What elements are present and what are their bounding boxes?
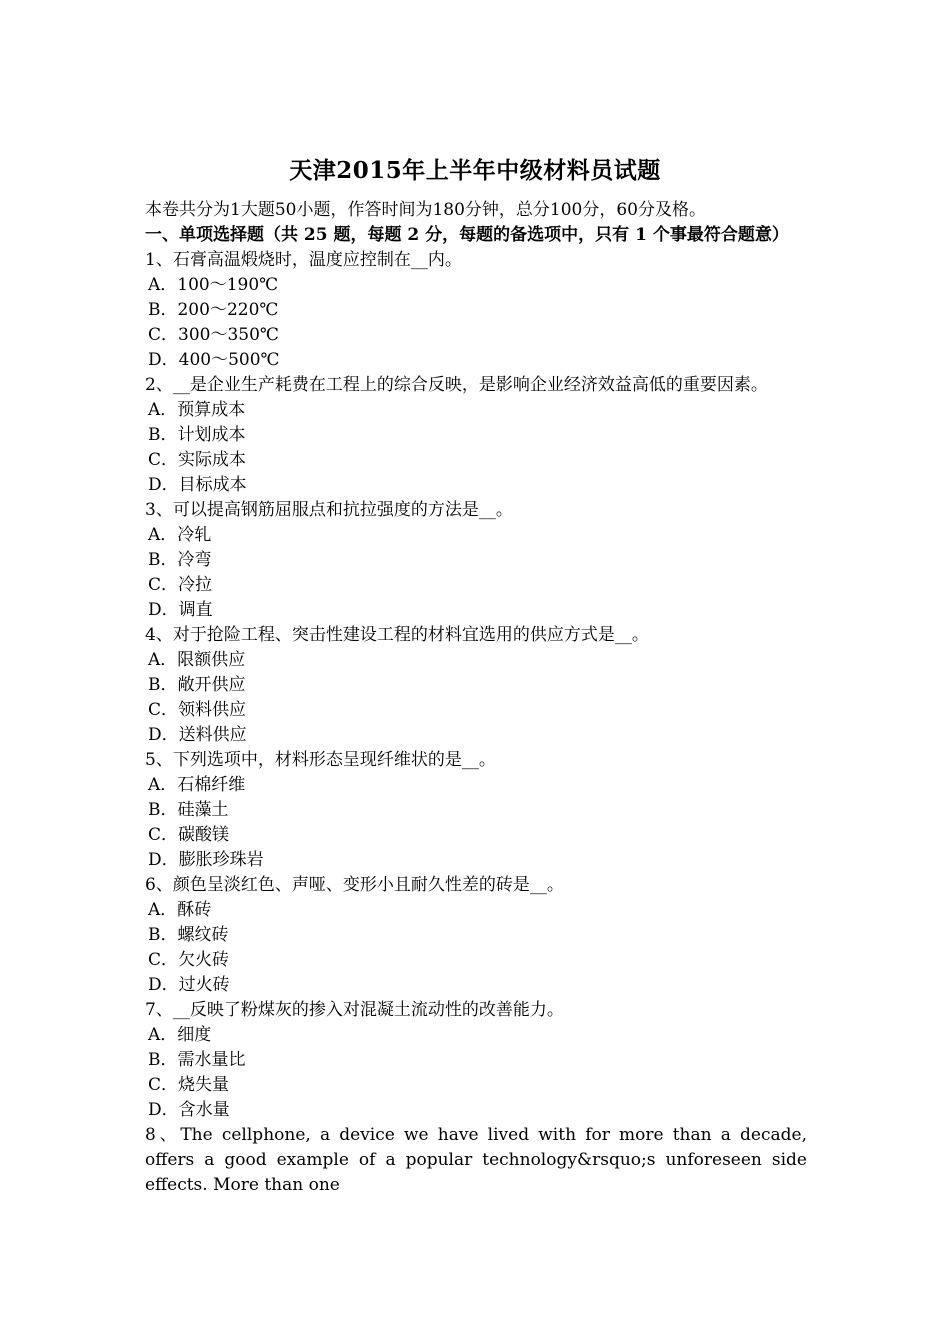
option-b: B．冷弯 [148, 550, 212, 570]
option-d: D．膨胀珍珠岩 [148, 850, 264, 870]
option-c: C．烧失量 [148, 1075, 230, 1095]
option-d: D．目标成本 [148, 475, 247, 495]
option-d: D．400～500℃ [148, 350, 280, 370]
question-stem: 3、可以提高钢筋屈服点和抗拉强度的方法是__。 [145, 500, 513, 520]
question-4 [145, 623, 807, 748]
option-a: A．冷轧 [148, 525, 212, 545]
question-8 [145, 1123, 807, 1198]
document-body [145, 198, 807, 1198]
option-d: D．过火砖 [148, 975, 230, 995]
exam-intro: 本卷共分为1大题50小题，作答时间为180分钟，总分100分，60分及格。 [145, 200, 706, 220]
option-a: A．100～190℃ [148, 275, 279, 295]
option-b: B．螺纹砖 [148, 925, 229, 945]
option-a: A．酥砖 [148, 900, 212, 920]
question-3 [145, 498, 807, 623]
question-stem: 6、颜色呈淡红色、声哑、变形小且耐久性差的砖是__。 [145, 875, 564, 895]
option-c: C．冷拉 [148, 575, 213, 595]
question-stem: 4、对于抢险工程、突击性建设工程的材料宜选用的供应方式是__。 [145, 625, 649, 645]
question-stem: 2、__是企业生产耗费在工程上的综合反映，是影响企业经济效益高低的重要因素。 [145, 375, 768, 395]
question-stem: 7、__反映了粉煤灰的掺入对混凝土流动性的改善能力。 [145, 1000, 564, 1020]
option-b: B．需水量比 [148, 1050, 246, 1070]
option-d: D．含水量 [148, 1100, 230, 1120]
option-c: C．300～350℃ [148, 325, 279, 345]
question-6 [145, 873, 807, 998]
question-7 [145, 998, 807, 1123]
question-stem: 8、The cellphone, a device we have lived with for more than a decade, offers a good example of a popular technology&rsquo;s unforeseen side effects. More than one [145, 1125, 807, 1195]
question-stem: 1、石膏高温煅烧时，温度应控制在__内。 [145, 250, 462, 270]
option-d: D．送料供应 [148, 725, 247, 745]
question-1 [145, 248, 807, 373]
question-stem: 5、下列选项中，材料形态呈现纤维状的是__。 [145, 750, 496, 770]
question-5 [145, 748, 807, 873]
option-a: A．细度 [148, 1025, 212, 1045]
option-b: B．200～220℃ [148, 300, 279, 320]
option-b: B．计划成本 [148, 425, 246, 445]
option-c: C．欠火砖 [148, 950, 230, 970]
option-c: C．碳酸镁 [148, 825, 230, 845]
option-b: B．硅藻土 [148, 800, 229, 820]
option-c: C．实际成本 [148, 450, 247, 470]
option-a: A．限额供应 [148, 650, 246, 670]
question-2 [145, 373, 807, 498]
option-d: D．调直 [148, 600, 213, 620]
option-c: C．领料供应 [148, 700, 247, 720]
document-title: 天津2015年上半年中级材料员试题 [289, 157, 661, 184]
option-b: B．敞开供应 [148, 675, 246, 695]
option-a: A．预算成本 [148, 400, 246, 420]
option-a: A．石棉纤维 [148, 775, 246, 795]
section-heading: 一、单项选择题（共 25 题，每题 2 分，每题的备选项中，只有 1 个事最符合题意） [145, 225, 789, 245]
